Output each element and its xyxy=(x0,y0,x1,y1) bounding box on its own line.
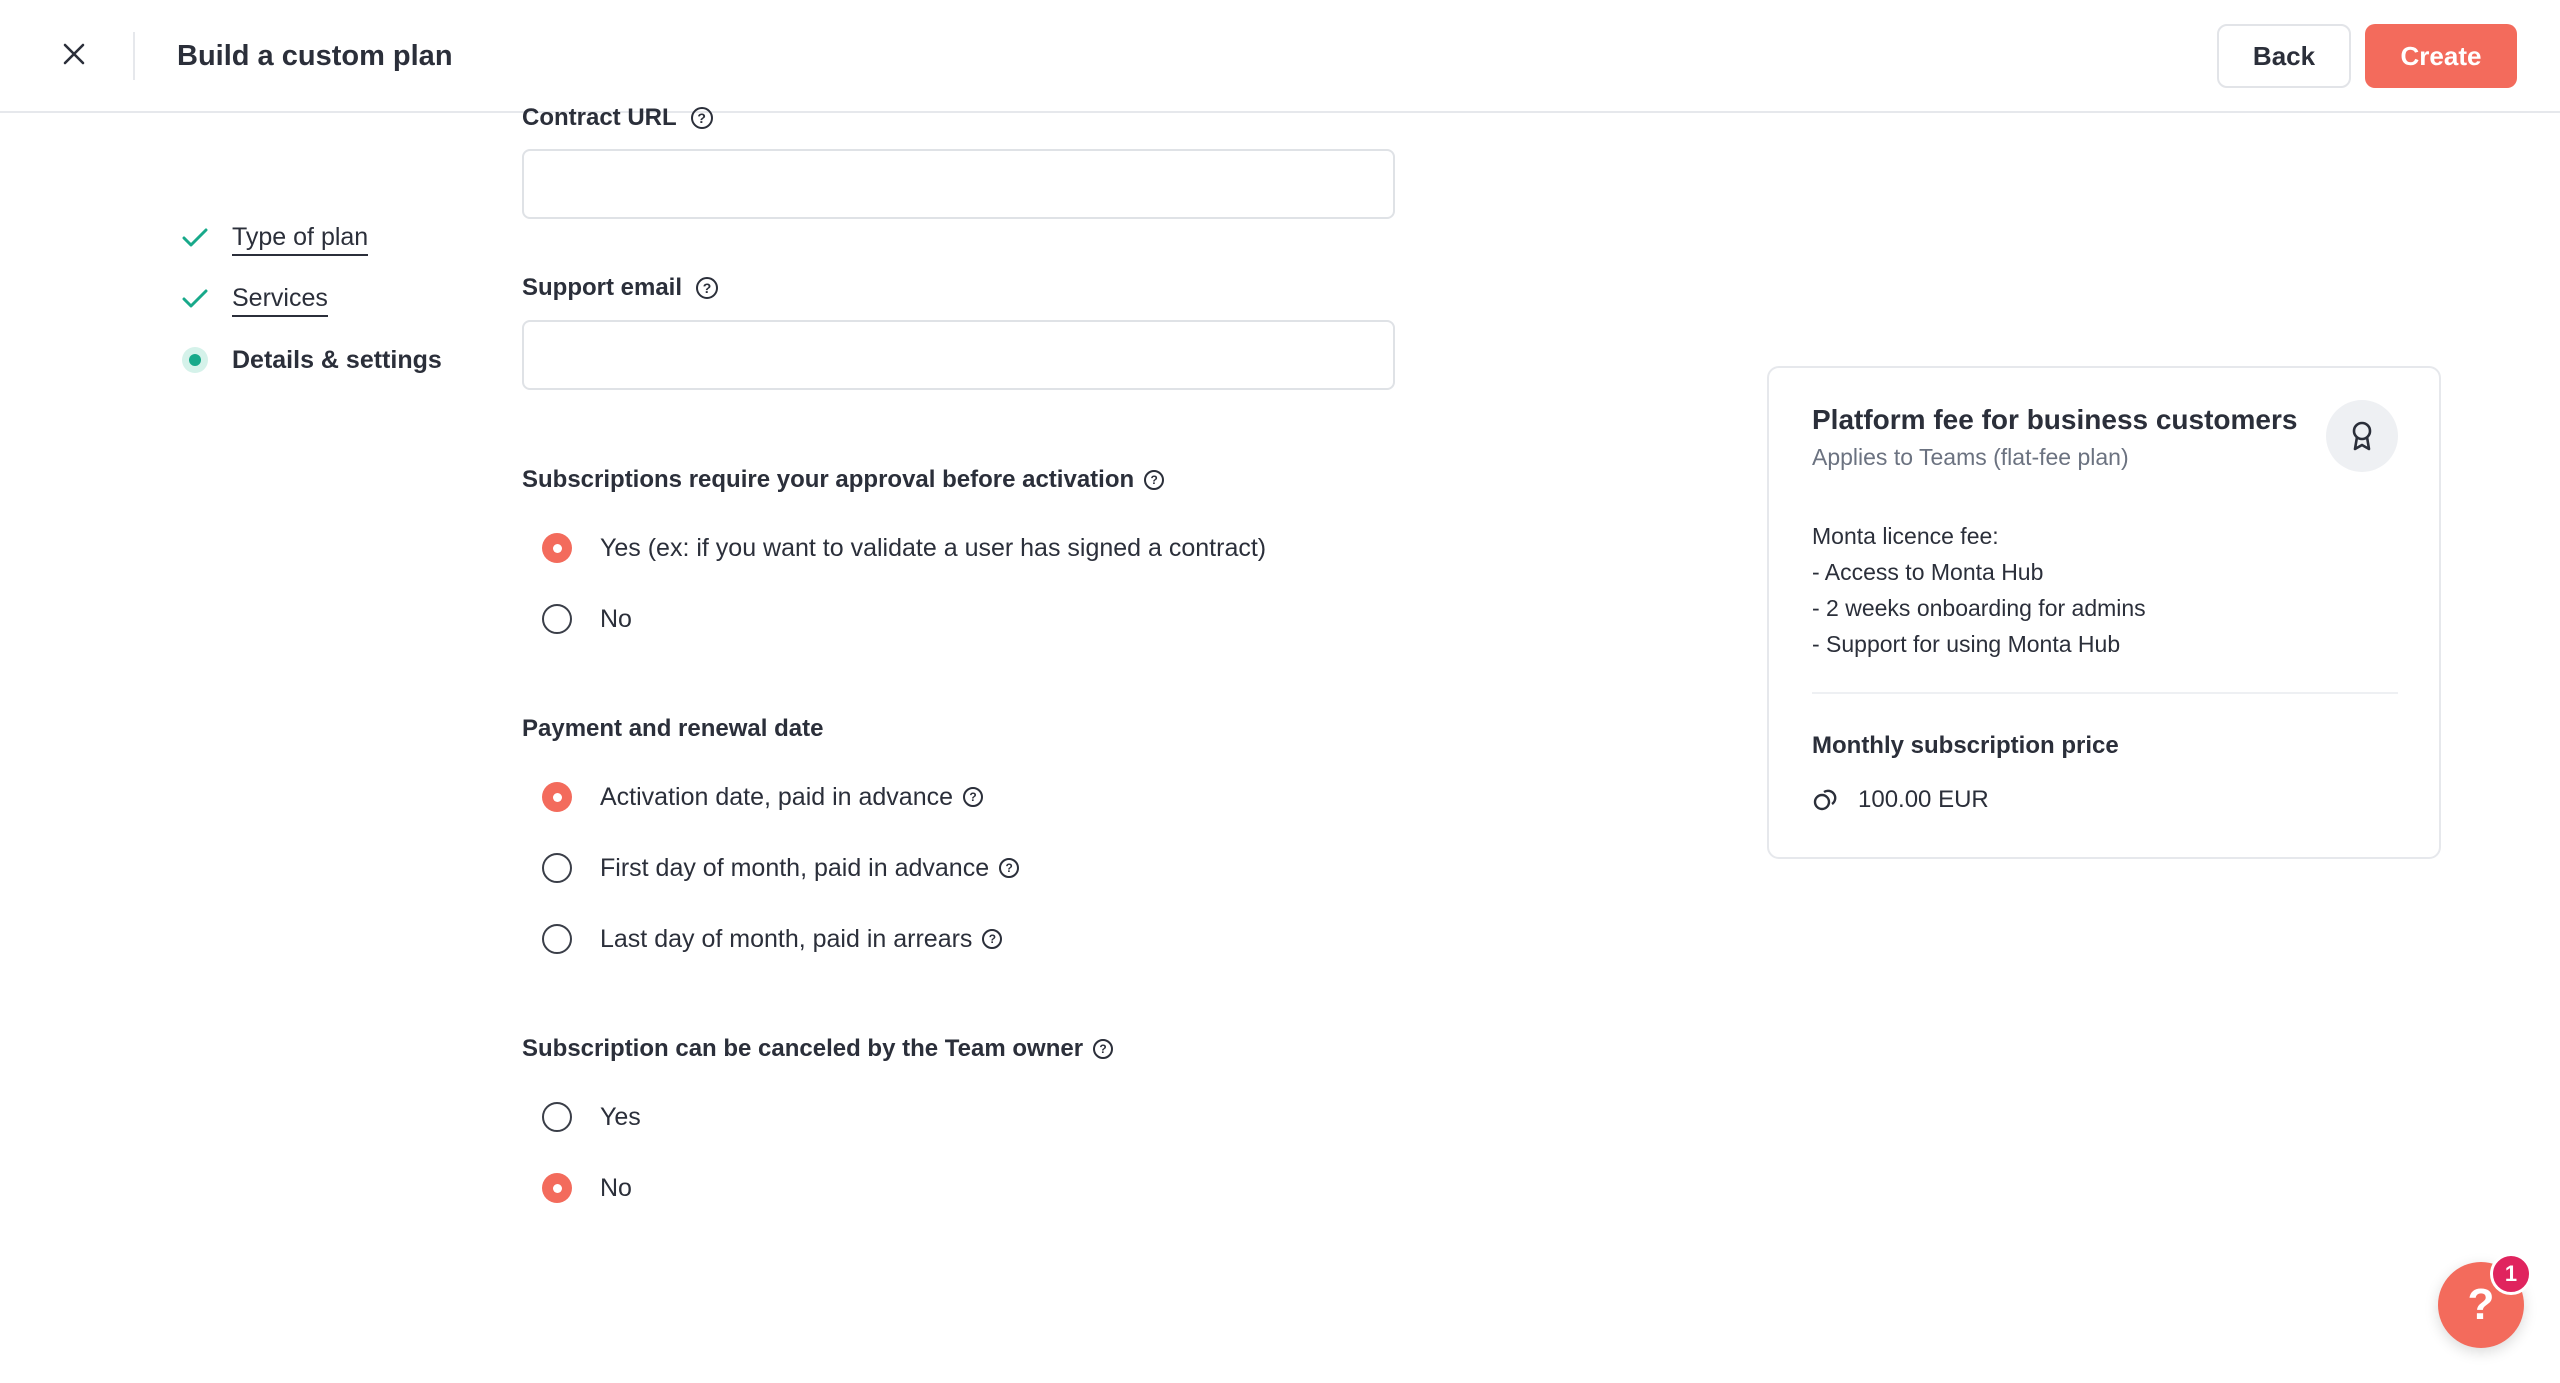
help-icon[interactable]: ? xyxy=(696,277,718,299)
radio-label xyxy=(600,854,1019,883)
create-button[interactable]: Create xyxy=(2365,24,2517,88)
radio-label-text: Activation date, paid in advance xyxy=(600,782,954,811)
contract-url-label-text: Contract URL xyxy=(522,104,677,131)
radio-unselected-icon[interactable] xyxy=(542,1102,572,1132)
cancel-label xyxy=(522,1035,1113,1063)
help-icon[interactable]: ? xyxy=(691,107,713,129)
card-desc-line: Monta licence fee: xyxy=(1812,523,1999,549)
radio-selected-icon[interactable] xyxy=(542,1173,572,1203)
price-label: Monthly subscription price xyxy=(1812,732,2119,759)
help-icon[interactable]: ? xyxy=(963,787,983,807)
radio-selected-icon[interactable] xyxy=(542,533,572,563)
card-desc-line: - 2 weeks onboarding for admins xyxy=(1812,595,2146,621)
plan-summary-card xyxy=(1767,366,2441,859)
cancel-option-no[interactable] xyxy=(542,1168,632,1208)
radio-label: No xyxy=(600,604,632,633)
price-row xyxy=(1812,786,1989,814)
approval-option-no[interactable] xyxy=(542,599,632,639)
current-step-dot-icon xyxy=(180,345,210,375)
card-subtitle: Applies to Teams (flat-fee plan) xyxy=(1812,444,2129,470)
payment-option-activation[interactable] xyxy=(542,777,983,817)
support-email-input[interactable] xyxy=(522,320,1395,390)
radio-unselected-icon[interactable] xyxy=(542,924,572,954)
help-icon[interactable]: ? xyxy=(982,929,1002,949)
award-badge-icon xyxy=(2326,400,2398,472)
approval-label xyxy=(522,466,1164,494)
steps-nav xyxy=(180,218,442,401)
coins-icon xyxy=(1812,787,1838,813)
card-desc-line: - Support for using Monta Hub xyxy=(1812,631,2121,657)
radio-label-text: Last day of month, paid in arrears xyxy=(600,924,973,953)
page-title: Build a custom plan xyxy=(177,40,453,72)
approval-label-text: Subscriptions require your approval before activation xyxy=(522,466,1135,493)
contract-url-label xyxy=(522,104,713,132)
radio-unselected-icon[interactable] xyxy=(542,853,572,883)
radio-label: Yes xyxy=(600,1102,641,1131)
help-icon[interactable]: ? xyxy=(999,858,1019,878)
payment-label-text: Payment and renewal date xyxy=(522,715,824,742)
card-title: Platform fee for business customers xyxy=(1812,404,2298,435)
check-icon xyxy=(180,223,210,253)
help-icon[interactable]: ? xyxy=(1093,1039,1113,1059)
back-button[interactable]: Back xyxy=(2217,24,2351,88)
step-type-of-plan[interactable] xyxy=(180,218,442,258)
cancel-label-text: Subscription can be canceled by the Team owner xyxy=(522,1035,1084,1062)
contract-url-input[interactable] xyxy=(522,149,1395,219)
step-details-settings xyxy=(180,340,442,380)
card-desc-line: - Access to Monta Hub xyxy=(1812,559,2044,585)
question-mark-icon: ? xyxy=(2467,1280,2495,1329)
top-bar xyxy=(0,0,2560,113)
notification-badge: 1 xyxy=(2490,1253,2532,1295)
cancel-option-yes[interactable] xyxy=(542,1097,641,1137)
radio-label-text: First day of month, paid in advance xyxy=(600,853,990,882)
payment-label xyxy=(522,715,823,743)
support-email-label-text: Support email xyxy=(522,274,683,301)
radio-selected-icon[interactable] xyxy=(542,782,572,812)
close-button[interactable] xyxy=(56,36,92,72)
card-description xyxy=(1812,518,2146,662)
help-icon[interactable]: ? xyxy=(1144,470,1164,490)
radio-label xyxy=(600,783,983,812)
radio-label: No xyxy=(600,1173,632,1202)
header-divider xyxy=(133,32,135,80)
price-value: 100.00 EUR xyxy=(1858,786,1989,813)
step-services[interactable] xyxy=(180,279,442,319)
radio-unselected-icon[interactable] xyxy=(542,604,572,634)
radio-label: Yes (ex: if you want to validate a user has signed a contract) xyxy=(600,533,1267,562)
payment-option-first-day[interactable] xyxy=(542,848,1019,888)
step-label: Details & settings xyxy=(232,346,442,374)
payment-option-last-day[interactable] xyxy=(542,919,1002,959)
support-email-label xyxy=(522,274,718,302)
check-icon xyxy=(180,284,210,314)
card-divider xyxy=(1812,692,2398,694)
step-label[interactable]: Type of plan xyxy=(232,220,368,256)
close-icon xyxy=(62,42,86,66)
radio-label xyxy=(600,925,1002,954)
approval-option-yes[interactable] xyxy=(542,528,1266,568)
step-label[interactable]: Services xyxy=(232,281,328,317)
